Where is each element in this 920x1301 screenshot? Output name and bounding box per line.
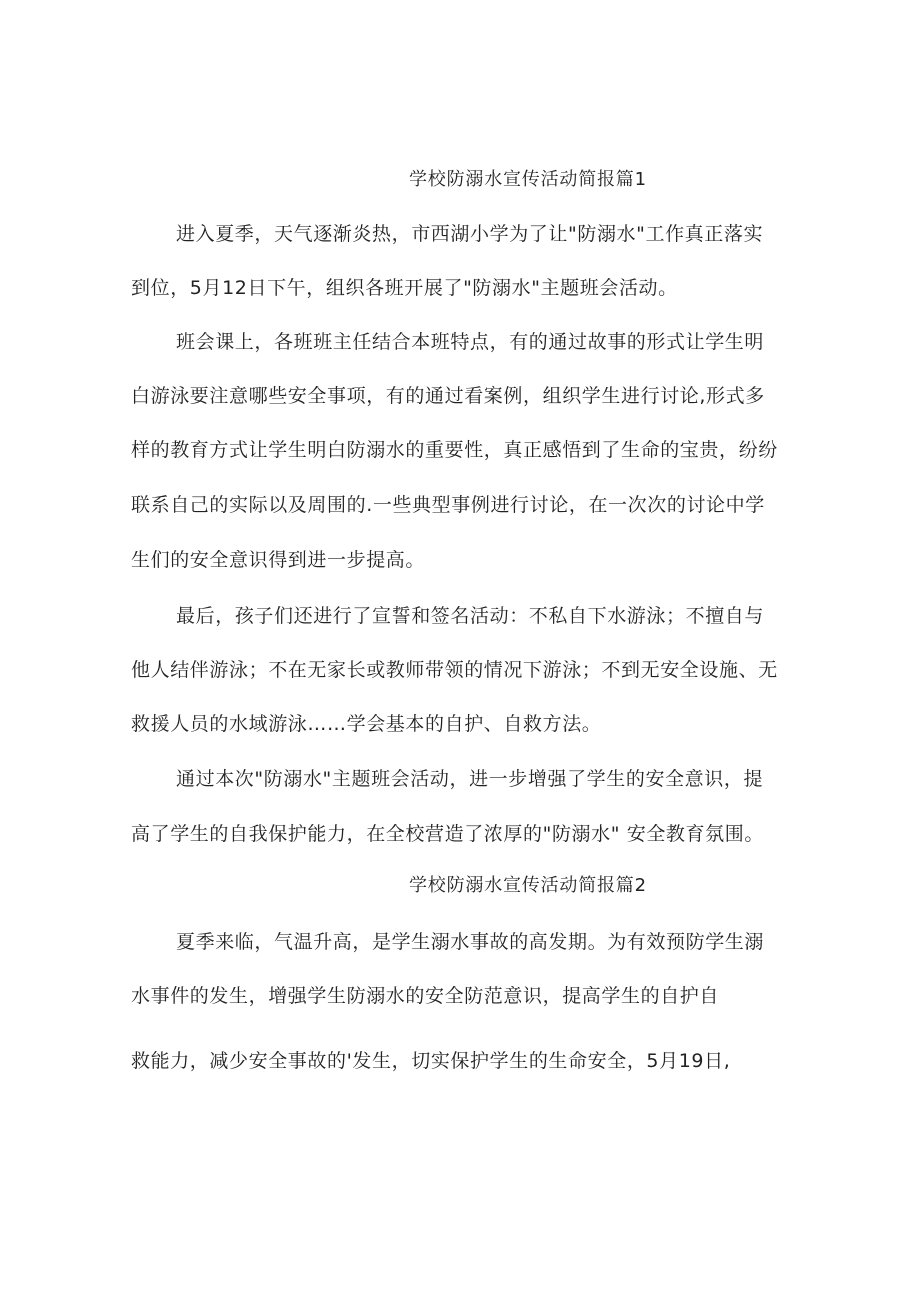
section1-p2-line1: 班会课上，各班班主任结合本班特点，有的通过故事的形式让学生明 bbox=[176, 331, 765, 353]
section1-p1-line1: 进入夏季，天气逐渐炎热，市西湖小学为了让"防溺水"工作真正落实 bbox=[176, 223, 764, 245]
section1-title: 学校防溺水宣传活动简报篇1 bbox=[409, 169, 647, 190]
section1-p3-line2: 他人结伴游泳；不在无家长或教师带领的情况下游泳；不到无安全设施、无 bbox=[131, 659, 778, 681]
section1-p3-line1: 最后，孩子们还进行了宣誓和签名活动：不私自下水游泳；不擅自与 bbox=[176, 605, 765, 627]
section1-p2-line2: 白游泳要注意哪些安全事项，有的通过看案例，组织学生进行讨论,形式多 bbox=[131, 385, 765, 407]
section1-p2-line3: 样的教育方式让学生明白防溺水的重要性，真正感悟到了生命的宝贵，纷纷 bbox=[131, 439, 778, 461]
section2-title: 学校防溺水宣传活动简报篇2 bbox=[409, 875, 647, 896]
section1-p3-line3: 救援人员的水域游泳……学会基本的自护、自救方法。 bbox=[131, 713, 602, 735]
section2-p1-line2: 水事件的发生，增强学生防溺水的安全防范意识，提高学生的自护自 bbox=[131, 985, 720, 1007]
section1-p2-line4: 联系自己的实际以及周围的.一些典型事例进行讨论，在一次次的讨论中学 bbox=[131, 494, 765, 516]
section2-p1-line1: 夏季来临，气温升高，是学生溺水事故的高发期。为有效预防学生溺 bbox=[176, 931, 765, 953]
section1-p1-line2: 到位，5月12日下午，组织各班开展了"防溺水"主题班会活动。 bbox=[131, 277, 678, 299]
section1-p4-line1: 通过本次"防溺水"主题班会活动，进一步增强了学生的安全意识，提 bbox=[176, 768, 764, 790]
section1-p2-line5: 生们的安全意识得到进一步提高。 bbox=[131, 549, 426, 571]
section1-p4-line2: 高了学生的自我保护能力，在全校营造了浓厚的"防溺水" 安全教育氛围。 bbox=[131, 823, 764, 845]
section2-p1-line3: 救能力，减少安全事故的'发生，切实保护学生的生命安全，5月19日, bbox=[131, 1050, 731, 1072]
